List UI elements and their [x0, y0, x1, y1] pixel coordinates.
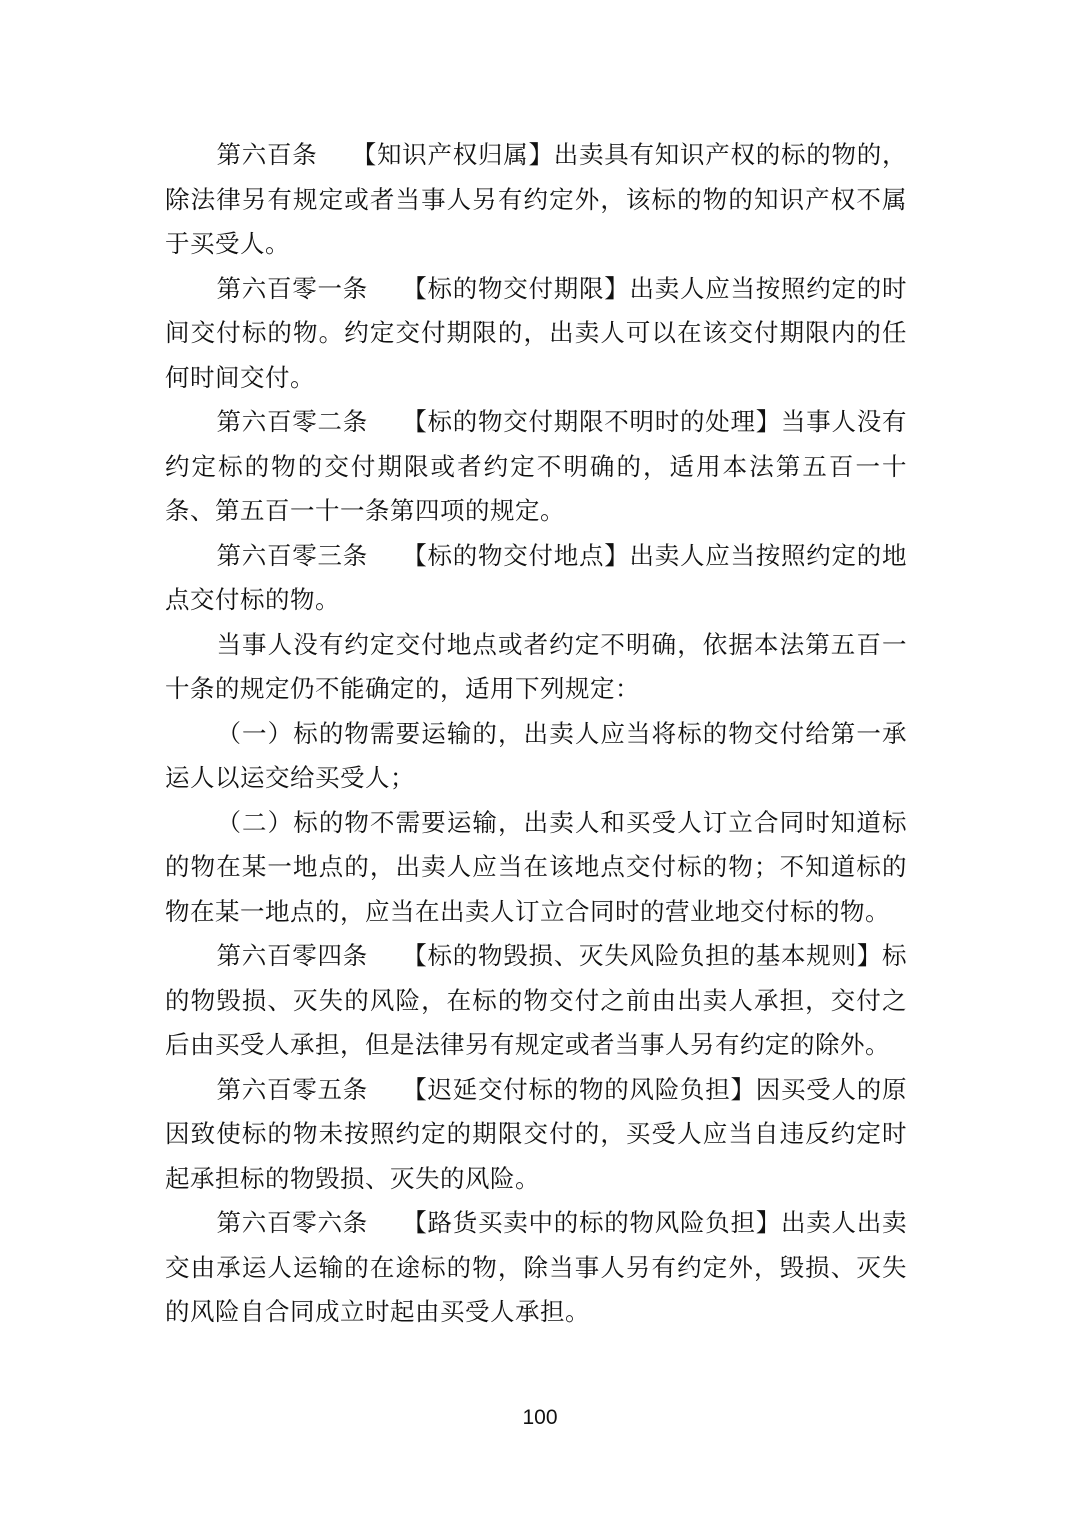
- article-603-item-2: （二）标的物不需要运输，出卖人和买受人订立合同时知道标的物在某一地点的，出卖人应当在该地点交付标的物；不知道标的物在某一地点的，应当在出卖人订立合同时的营业地交付标的物。: [165, 807, 907, 926]
- article-title: 【知识产权归属】: [351, 140, 554, 169]
- article-text: 出卖人应当按照约定的地点交付标的物。: [165, 540, 908, 614]
- article-600: [165, 133, 907, 267]
- article-title: 【路货买卖中的标的物风险负担】: [402, 1208, 782, 1237]
- page-number: 100: [522, 1406, 558, 1429]
- article-title: 【标的物毁损、灭失风险负担的基本规则】: [402, 941, 883, 970]
- article-text: 出卖人出卖交由承运人运输的在途标的物，除当事人另有约定外，毁损、灭失的风险自合同成立时起由买受人承担。: [165, 1208, 908, 1326]
- document-body: [165, 133, 907, 1335]
- article-text: 当事人没有约定标的物的交付期限或者约定不明确的，适用本法第五百一十条、第五百一十一条第四项的规定。: [165, 407, 908, 525]
- article-number: 第六百条: [216, 140, 318, 169]
- article-number: 第六百零三条: [216, 540, 368, 570]
- article-title: 【标的物交付期限】: [402, 273, 630, 303]
- article-604: [165, 934, 907, 1068]
- article-title: 【迟延交付标的物的风险负担】: [402, 1074, 756, 1104]
- article-title: 【标的物交付期限不明时的处理】: [402, 407, 782, 436]
- article-text: 标的物毁损、灭失的风险，在标的物交付之前由出卖人承担，交付之后由买受人承担，但是法律另有规定或者当事人另有约定的除外。: [165, 941, 908, 1059]
- article-number: 第六百零一条: [216, 273, 368, 303]
- article-text: 出卖人应当按照约定的时间交付标的物。约定交付期限的，出卖人可以在该交付期限内的任何时间交付。: [165, 273, 908, 392]
- article-605: [165, 1068, 907, 1202]
- article-606: [165, 1201, 907, 1335]
- article-number: 第六百零二条: [216, 407, 368, 436]
- article-number: 第六百零六条: [216, 1208, 368, 1237]
- article-603-item-1: （一）标的物需要运输的，出卖人应当将标的物交付给第一承运人以运交给买受人；: [165, 718, 907, 792]
- article-number: 第六百零四条: [216, 941, 368, 970]
- article-number: 第六百零五条: [216, 1074, 368, 1104]
- article-603-paragraph-2: 当事人没有约定交付地点或者约定不明确，依据本法第五百一十条的规定仍不能确定的，适用下列规定：: [165, 629, 907, 703]
- article-title: 【标的物交付地点】: [402, 540, 630, 570]
- article-602: [165, 400, 907, 534]
- article-601: [165, 267, 907, 401]
- article-603: [165, 534, 907, 623]
- article-text: 因买受人的原因致使标的物未按照约定的期限交付的，买受人应当自违反约定时起承担标的物毁损、灭失的风险。: [165, 1074, 908, 1193]
- article-text: 出卖具有知识产权的标的物的，除法律另有规定或者当事人另有约定外，该标的物的知识产权不属于买受人。: [165, 140, 908, 258]
